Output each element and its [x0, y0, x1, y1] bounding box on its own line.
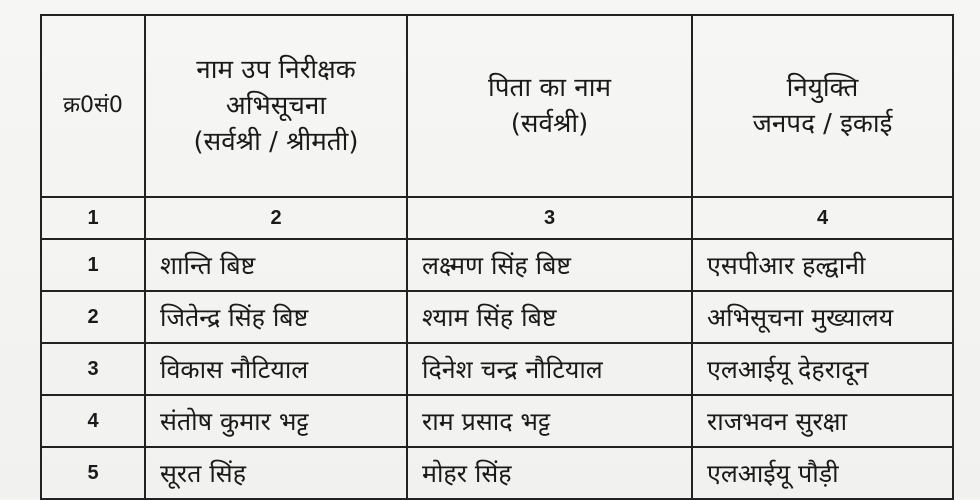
row-serial: 2 — [41, 291, 145, 343]
row-posting: एलआईयू देहरादून — [692, 343, 953, 395]
table-row — [41, 239, 953, 291]
header-serial-label: क्र0सं0 — [63, 93, 123, 118]
header-row — [41, 15, 953, 197]
row-posting: राजभवन सुरक्षा — [692, 395, 953, 447]
column-number-2: 2 — [145, 197, 407, 239]
row-father: दिनेश चन्द्र नौटियाल — [407, 343, 692, 395]
column-number-3: 3 — [407, 197, 692, 239]
row-father: श्याम सिंह बिष्ट — [407, 291, 692, 343]
header-name-line-2: अभिसूचना — [225, 91, 327, 121]
table-row — [41, 343, 953, 395]
header-posting — [692, 15, 953, 197]
row-serial: 3 — [41, 343, 145, 395]
column-number-row — [41, 197, 953, 239]
row-posting: अभिसूचना मुख्यालय — [692, 291, 953, 343]
table-row — [41, 395, 953, 447]
column-number-1: 1 — [41, 197, 145, 239]
row-name: जितेन्द्र सिंह बिष्ट — [145, 291, 407, 343]
table-row — [41, 291, 953, 343]
table-row — [41, 447, 953, 499]
posting-table — [40, 14, 954, 500]
header-father — [407, 15, 692, 197]
header-name-line-1: नाम उप निरीक्षक — [196, 55, 356, 85]
row-name: शान्ति बिष्ट — [145, 239, 407, 291]
header-posting-line-2: जनपद / इकाई — [752, 109, 893, 139]
row-name: सूरत सिंह — [145, 447, 407, 499]
header-name — [145, 15, 407, 197]
row-serial: 5 — [41, 447, 145, 499]
column-number-4: 4 — [692, 197, 953, 239]
row-serial: 1 — [41, 239, 145, 291]
header-serial — [41, 15, 145, 197]
row-name: संतोष कुमार भट्ट — [145, 395, 407, 447]
header-father-line-1: पिता का नाम — [488, 73, 611, 103]
header-father-line-2: (सर्वश्री) — [510, 109, 589, 139]
row-father: राम प्रसाद भट्ट — [407, 395, 692, 447]
row-father: मोहर सिंह — [407, 447, 692, 499]
row-serial: 4 — [41, 395, 145, 447]
row-posting: एलआईयू पौड़ी — [692, 447, 953, 499]
header-posting-line-1: नियुक्ति — [786, 73, 859, 103]
header-name-line-3: (सर्वश्री / श्रीमती) — [193, 127, 359, 157]
row-posting: एसपीआर हल्द्वानी — [692, 239, 953, 291]
row-name: विकास नौटियाल — [145, 343, 407, 395]
row-father: लक्ष्मण सिंह बिष्ट — [407, 239, 692, 291]
